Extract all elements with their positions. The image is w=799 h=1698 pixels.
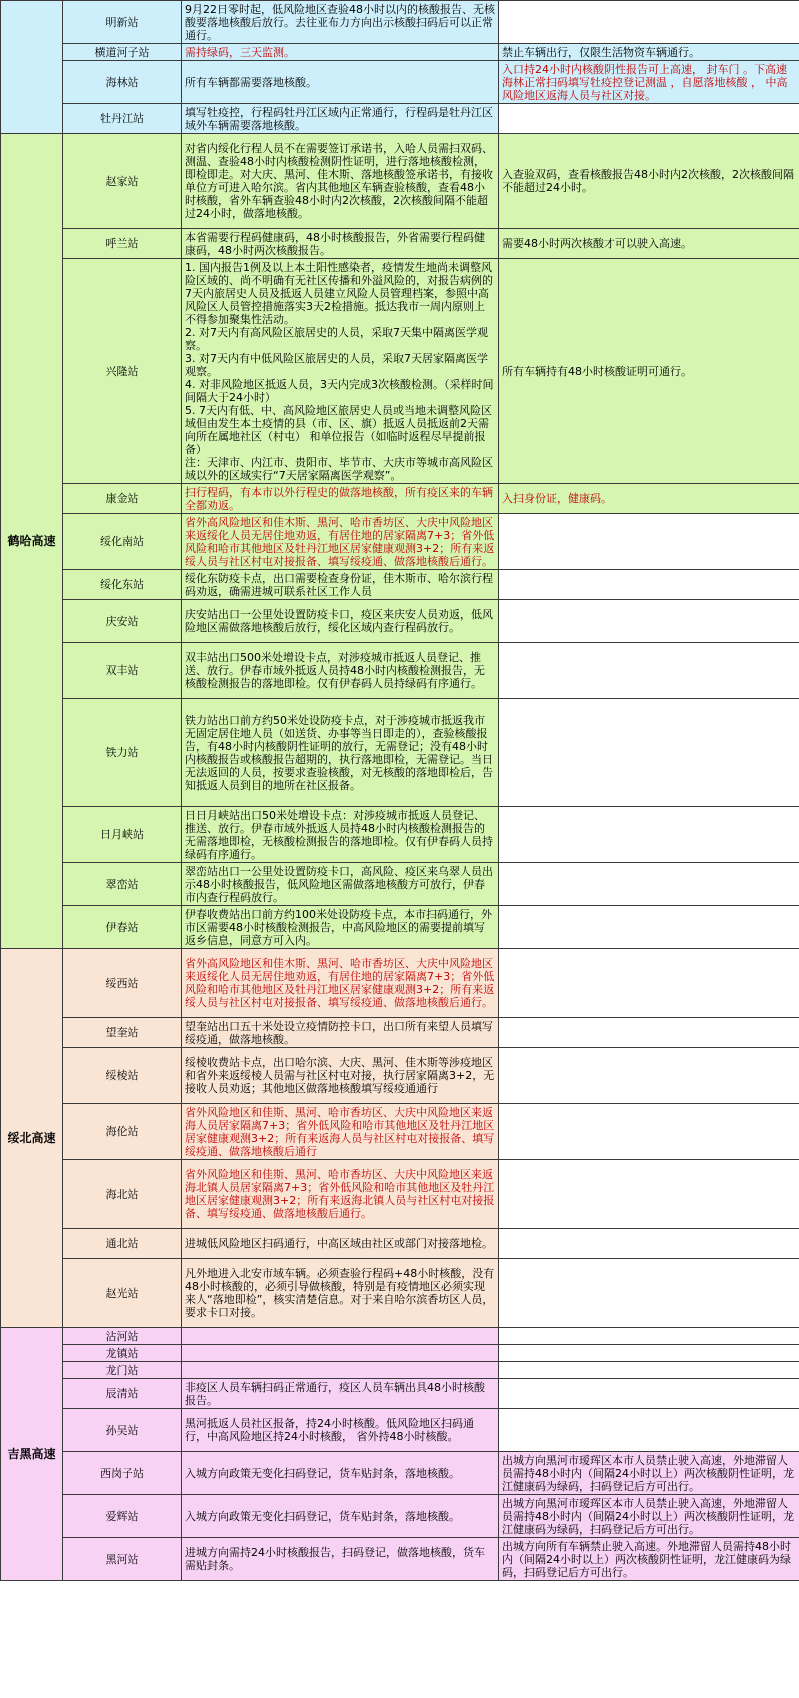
exit-policy-cell <box>499 1345 799 1362</box>
station-name-cell: 绥化南站 <box>63 514 182 570</box>
table-row <box>1 1452 799 1495</box>
exit-policy-cell <box>499 1259 799 1328</box>
station-name-cell: 庆安站 <box>63 600 182 643</box>
entry-policy-cell: 需持绿码，三天监测。 <box>182 44 499 61</box>
station-name-cell: 孙吴站 <box>63 1409 182 1452</box>
entry-policy-cell: 绥棱收费站卡点，出口哈尔滨、大庆、黑河、佳木斯等涉疫地区和省外来返绥棱人员需与社区村屯对接，执行居家隔离3+2，无接收人员劝返；其他地区做落地核酸填写绥疫通通行 <box>182 1048 499 1104</box>
exit-policy-cell: 需要48小时两次核酸才可以驶入高速。 <box>499 229 799 259</box>
station-name-cell: 绥化东站 <box>63 570 182 600</box>
exit-policy-cell <box>499 104 799 134</box>
entry-policy-cell: 省外风险地区和佳斯、黑河、哈市香坊区、大庆中风险地区来返海北镇人员居家隔离7+3；省外低风险和哈市其他地区及牡丹江地区居家健康观测3+2；所有来返海北镇人员与社区村屯对接报备、填写绥疫通、做落地核酸后通行。 <box>182 1160 499 1229</box>
station-name-cell: 伊春站 <box>63 906 182 949</box>
entry-policy-cell: 对省内绥化行程人员不在需要签订承诺书，入哈人员需扫双码、测温、查验48小时内核酸检测阴性证明，进行落地核酸检测，即检即走。对大庆、黑河、佳木斯、落地核酸签承诺书，有接收单位方可进入哈尔滨。省内其他地区车辆查验核酸，查看48小时核酸，省外车辆查验48小时内2次核酸，2次核酸间隔不能超过24小时，做落地核酸。 <box>182 134 499 229</box>
exit-policy-cell: 出城方向所有车辆禁止驶入高速。外地滞留人员需持48小时内（间隔24小时以上）两次核酸阴性证明，龙江健康码为绿码，扫码登记后方可出行。 <box>499 1538 799 1581</box>
table-row <box>1 514 799 570</box>
station-name-cell: 爱辉站 <box>63 1495 182 1538</box>
entry-policy-cell: 绥化东防疫卡点，出口需要检查身份证，佳木斯市、哈尔滨行程码劝返，确需进城可联系社区工作人员 <box>182 570 499 600</box>
station-name-cell: 望奎站 <box>63 1018 182 1048</box>
table-row <box>1 134 799 229</box>
station-name-cell: 兴隆站 <box>63 259 182 484</box>
station-name-cell: 海北站 <box>63 1160 182 1229</box>
exit-policy-cell: 出城方向黑河市瑷珲区本市人员禁止驶入高速，外地滞留人员需持48小时内（间隔24小时以上）两次核酸阴性证明，龙江健康码为绿码，扫码登记后方可出行。 <box>499 1495 799 1538</box>
table-row <box>1 1018 799 1048</box>
station-name-cell: 西岗子站 <box>63 1452 182 1495</box>
entry-policy-cell: 扫行程码，有本市以外行程史的做落地核酸，所有疫区来的车辆全都劝返。 <box>182 484 499 514</box>
entry-policy-cell <box>182 1328 499 1345</box>
exit-policy-cell: 出城方向黑河市瑷珲区本市人员禁止驶入高速，外地滞留人员需持48小时内（间隔24小时以上）两次核酸阴性证明，龙江健康码为绿码，扫码登记后方可出行。 <box>499 1452 799 1495</box>
station-name-cell: 日月峡站 <box>63 807 182 863</box>
exit-policy-cell: 入口持24小时内核酸阴性报告可上高速， 封车门 。下高速海林正常扫码填写牡疫控登记测温 ，自愿落地核酸 ， 中高风险地区返海人员与社区对接。 <box>499 61 799 104</box>
exit-policy-cell <box>499 863 799 906</box>
entry-policy-cell: 9月22日零时起，低风险地区查验48小时以内的核酸报告、无核酸要落地核酸后放行。去往亚布力方向出示核酸扫码后可以正常通行。 <box>182 1 499 44</box>
table-row <box>1 699 799 807</box>
exit-policy-cell <box>499 699 799 807</box>
exit-policy-cell <box>499 949 799 1018</box>
station-name-cell: 赵家站 <box>63 134 182 229</box>
table-row <box>1 1048 799 1104</box>
entry-policy-cell: 本省需要行程码健康码，48小时核酸报告，外省需要行程码健康码，48小时两次核酸报告。 <box>182 229 499 259</box>
entry-policy-cell: 省外高风险地区和佳木斯、黑河、哈市香坊区、大庆中风险地区来返绥化人员无居住地劝返，有居住地的居家隔离7+3；省外低风险和哈市其他地区及牡丹江地区居家健康观测3+2；所有来返绥人员与社区村屯对接报备、填写绥疫通、做落地核酸后通行。 <box>182 949 499 1018</box>
entry-policy-cell: 伊春收费站出口前方约100米处设防疫卡点，本市扫码通行，外市区需要48小时核酸检测报告，中高风险地区的需要提前填写返乡信息，同意方可入内。 <box>182 906 499 949</box>
station-name-cell: 双丰站 <box>63 643 182 699</box>
entry-policy-cell: 黑河抵返人员社区报备，持24小时核酸。低风险地区扫码通行，中高风险地区持24小时核酸， 省外持48小时核酸。 <box>182 1409 499 1452</box>
entry-policy-cell: 日日月峡站出口50米处增设卡点：对涉疫城市抵返人员登记、推送、放行。伊春市域外抵返人员持48小时内核酸检测报告的无需落地即检，无核酸检测报告的落地即检。仅有伊春码人员持绿码有序通行。 <box>182 807 499 863</box>
exit-policy-cell <box>499 1379 799 1409</box>
station-name-cell: 绥西站 <box>63 949 182 1018</box>
entry-policy-cell: 铁力站出口前方约50米处设防疫卡点，对于涉疫城市抵返我市无固定居住地人员（如送货、办事等当日即走的），查验核酸报告，有48小时内核酸阴性证明的放行，无需登记；没有48小时内核酸报告或核酸报告超期的，执行落地即检，无需登记。当日无法返回的人员，按要求查验核酸，对无核酸的落地即检后，告知抵返人员到目的地所在社区报备。 <box>182 699 499 807</box>
table-row <box>1 570 799 600</box>
entry-policy-cell: 双丰站出口500米处增设卡点，对涉疫城市抵返人员登记、推送、放行。伊春市域外抵返人员持48小时内核酸检测报告，无核酸检测报告的落地即检。仅有伊春码人员持绿码有序通行。 <box>182 643 499 699</box>
station-name-cell: 横道河子站 <box>63 44 182 61</box>
entry-policy-cell: 省外高风险地区和佳木斯、黑河、哈市香坊区、大庆中风险地区来返绥化人员无居住地劝返，有居住地的居家隔离7+3；省外低风险和哈市其他地区及牡丹江地区居家健康观测3+2；所有来返绥人员与社区村屯对接报备、填写绥疫通、做落地核酸后通行。 <box>182 514 499 570</box>
entry-policy-cell: 翠峦站出口一公里处设置防疫卡口，高风险、疫区来乌翠人员出示48小时核酸报告，低风险地区需做落地核酸方可放行，伊春市内查行程码放行。 <box>182 863 499 906</box>
station-name-cell: 沾河站 <box>63 1328 182 1345</box>
table-row <box>1 229 799 259</box>
table-row <box>1 863 799 906</box>
table-row <box>1 1409 799 1452</box>
table-row <box>1 1379 799 1409</box>
entry-policy-cell: 凡外地进入北安市域车辆。必须查验行程码+48小时核酸，没有48小时核酸的，必须引导做核酸，特别是有疫情地区必须实现来人“落地即检”，核实清楚信息。对于来自哈尔滨香坊区人员，要求卡口对接。 <box>182 1259 499 1328</box>
expressway-name-cell: 鹤哈高速 <box>1 134 63 949</box>
exit-policy-cell <box>499 1328 799 1345</box>
table-row <box>1 104 799 134</box>
table-row <box>1 1229 799 1259</box>
entry-policy-cell: 所有车辆都需要落地核酸。 <box>182 61 499 104</box>
exit-policy-cell <box>499 1104 799 1160</box>
table-row <box>1 1328 799 1345</box>
station-name-cell: 康金站 <box>63 484 182 514</box>
table-row <box>1 1 799 44</box>
table-row <box>1 1104 799 1160</box>
exit-policy-cell <box>499 643 799 699</box>
entry-policy-cell: 望奎站出口五十米处设立疫情防控卡口，出口所有来望人员填写绥疫通，做落地核酸。 <box>182 1018 499 1048</box>
entry-policy-cell <box>182 1345 499 1362</box>
exit-policy-cell <box>499 1362 799 1379</box>
station-name-cell: 海林站 <box>63 61 182 104</box>
entry-policy-cell: 入城方向政策无变化扫码登记，货车贴封条，落地核酸。 <box>182 1452 499 1495</box>
exit-policy-cell <box>499 1229 799 1259</box>
entry-policy-cell: 庆安站出口一公里处设置防疫卡口，疫区来庆安人员劝返，低风险地区需做落地核酸后放行，绥化区域内查行程码放行。 <box>182 600 499 643</box>
expressway-name-cell: 绥北高速 <box>1 949 63 1328</box>
expressway-name-cell: 吉黑高速 <box>1 1328 63 1581</box>
table-row <box>1 44 799 61</box>
exit-policy-cell: 禁止车辆出行，仅限生活物资车辆通行。 <box>499 44 799 61</box>
entry-policy-cell: 进城低风险地区扫码通行，中高区域由社区或部门对接落地检。 <box>182 1229 499 1259</box>
table-row <box>1 600 799 643</box>
station-name-cell: 海伦站 <box>63 1104 182 1160</box>
entry-policy-cell: 入城方向政策无变化扫码登记，货车贴封条，落地核酸。 <box>182 1495 499 1538</box>
exit-policy-cell <box>499 514 799 570</box>
table-row <box>1 949 799 1018</box>
table-row <box>1 906 799 949</box>
table-row <box>1 1495 799 1538</box>
exit-policy-cell: 入扫身份证，健康码。 <box>499 484 799 514</box>
entry-policy-cell: 进城方向需持24小时核酸报告，扫码登记，做落地核酸，货车需贴封条。 <box>182 1538 499 1581</box>
table-row <box>1 643 799 699</box>
entry-policy-cell: 1. 国内报告1例及以上本土阳性感染者，疫情发生地尚未调整风险区域的、尚不明确有无社区传播和外溢风险的，对报告病例的7天内旅居史人员及抵返人员建立风险人员管理档案，参照中高风险区人员管控措施落实3天2检措施。抵达我市一周内原则上不得参加聚集性活动。 2. 对7天内有高风险区旅居史的人员，采取7天集中隔离医学观察。 3. 对7天内有中低风险区旅居史的人员，采取7天居家隔离医学观察。 4. 对非风险地区抵返人员，3天内完成3次核酸检测。（采样时间间隔大于24小时） 5. 7天内有低、中、高风险地区旅居史人员或当地未调整风险区域但由发生本土疫情的县（市、区、旗）抵返人员抵返前2天需向所在属地社区（村屯） 和单位报告（如临时返程尽早提前报备） 注：天津市、内江市、贵阳市、毕节市、大庆市等城市高风险区域以外的区域实行“7天居家隔离医学观察”。 <box>182 259 499 484</box>
exit-policy-cell <box>499 1018 799 1048</box>
exit-policy-cell <box>499 600 799 643</box>
station-name-cell: 龙门站 <box>63 1362 182 1379</box>
exit-policy-cell <box>499 1160 799 1229</box>
entry-policy-cell: 非疫区人员车辆扫码正常通行，疫区人员车辆出具48小时核酸报告。 <box>182 1379 499 1409</box>
table-row <box>1 1345 799 1362</box>
exit-policy-cell <box>499 1409 799 1452</box>
exit-policy-cell <box>499 906 799 949</box>
entry-policy-cell: 填写牡疫控，行程码牡丹江区域内正常通行，行程码是牡丹江区域外车辆需要落地核酸。 <box>182 104 499 134</box>
station-name-cell: 铁力站 <box>63 699 182 807</box>
exit-policy-cell: 入查验双码，查看核酸报告48小时内2次核酸，2次核酸间隔不能超过24小时。 <box>499 134 799 229</box>
station-name-cell: 辰清站 <box>63 1379 182 1409</box>
station-name-cell: 黑河站 <box>63 1538 182 1581</box>
station-name-cell: 明新站 <box>63 1 182 44</box>
expressway-name-cell <box>1 1 63 134</box>
table-row <box>1 1362 799 1379</box>
table-row <box>1 1538 799 1581</box>
table-row <box>1 484 799 514</box>
table-row <box>1 1160 799 1229</box>
exit-policy-cell <box>499 570 799 600</box>
table-row <box>1 1259 799 1328</box>
station-name-cell: 翠峦站 <box>63 863 182 906</box>
station-name-cell: 龙镇站 <box>63 1345 182 1362</box>
table-row <box>1 61 799 104</box>
table-row <box>1 807 799 863</box>
exit-policy-cell <box>499 1048 799 1104</box>
station-name-cell: 通北站 <box>63 1229 182 1259</box>
station-name-cell: 绥棱站 <box>63 1048 182 1104</box>
exit-policy-cell: 所有车辆持有48小时核酸证明可通行。 <box>499 259 799 484</box>
table-row <box>1 259 799 484</box>
station-name-cell: 呼兰站 <box>63 229 182 259</box>
exit-policy-cell <box>499 807 799 863</box>
station-name-cell: 牡丹江站 <box>63 104 182 134</box>
exit-policy-cell <box>499 1 799 44</box>
entry-policy-cell <box>182 1362 499 1379</box>
entry-policy-cell: 省外风险地区和佳斯、黑河、哈市香坊区、大庆中风险地区来返海人员居家隔离7+3；省外低风险和哈市其他地区及牡丹江地区居家健康观测3+2；所有来返海人员与社区村屯对接报备、填写绥疫通、做落地核酸后通行 <box>182 1104 499 1160</box>
station-name-cell: 赵光站 <box>63 1259 182 1328</box>
